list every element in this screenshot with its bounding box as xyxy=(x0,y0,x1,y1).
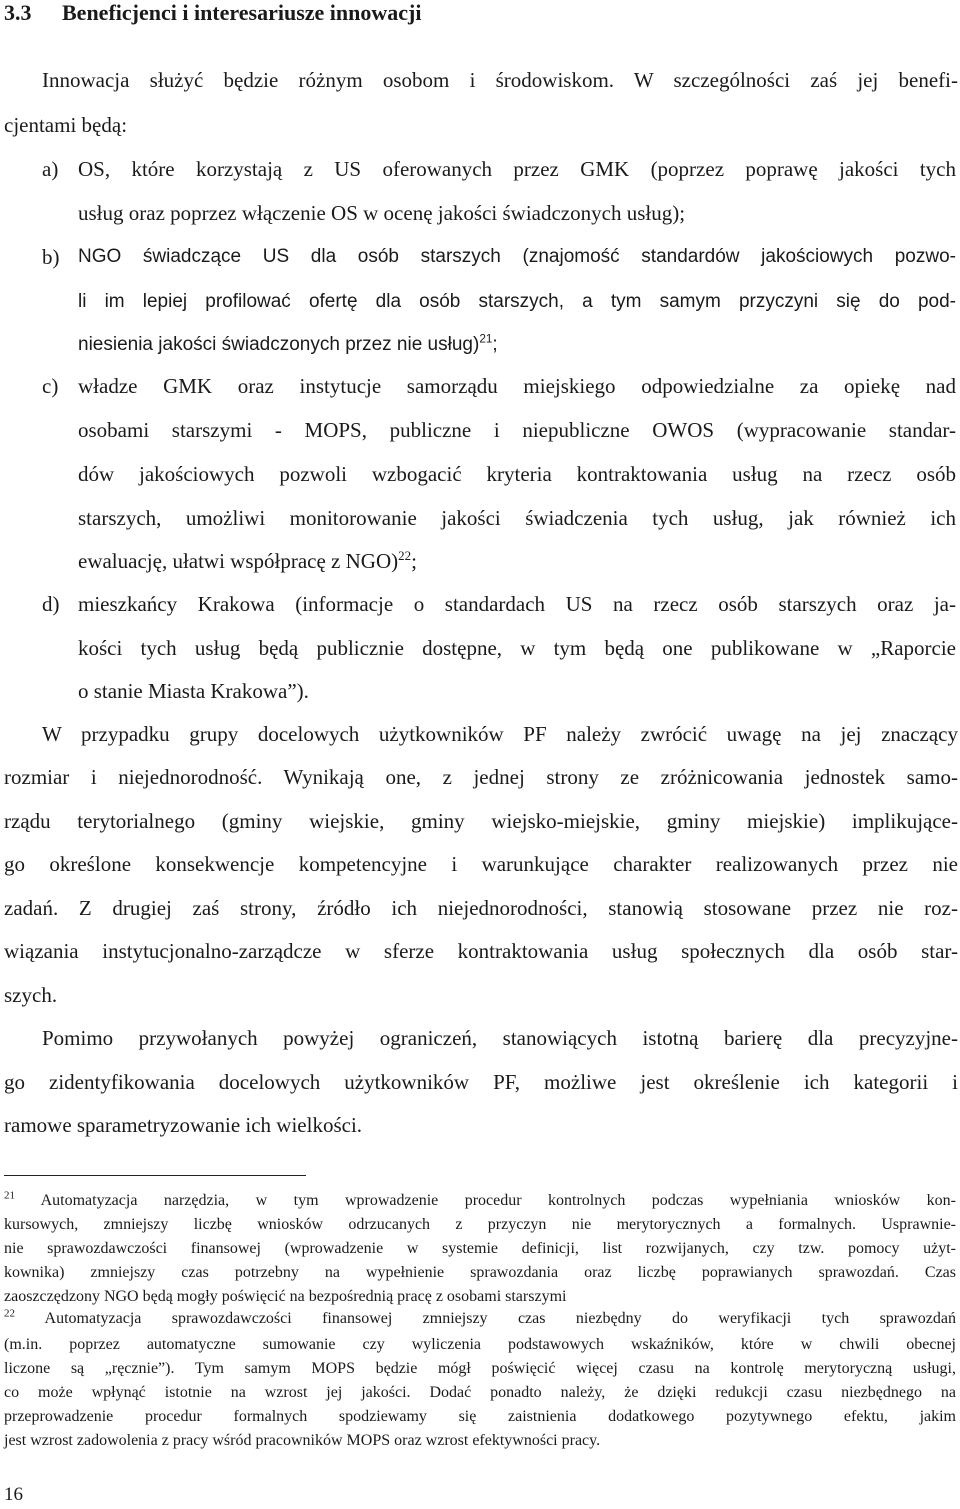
list-item-c-line: starszych, umożliwi monitorowanie jakości świadczenia tych usług, jak również ich xyxy=(78,506,956,530)
page-number: 16 xyxy=(4,1484,23,1505)
footnote-22-line: przeprowadzenie procedur formalnych spodziewamy się zaistnienia dodatkowego pozytywnego efektu, jakim xyxy=(4,1408,956,1425)
footnote-22-number: 22 xyxy=(4,1307,15,1320)
list-item-d-line: d) mieszkańcy Krakowa (informacje o standardach US na rzecz osób starszych oraz ja- xyxy=(42,592,956,616)
list-item-c-line: osobami starszymi - MOPS, publiczne i niepubliczne OWOS (wypracowanie standar- xyxy=(78,418,956,442)
paragraph-line: go określone konsekwencje kompetencyjne i warunkujące charakter realizowanych przez nie xyxy=(4,852,958,876)
footnote-ref-22[interactable]: 22 xyxy=(398,548,412,563)
paragraph-line: szych. xyxy=(4,983,58,1007)
paragraph-line: cjentami będą: xyxy=(4,113,128,137)
paragraph-line: rządu terytorialnego (gminy wiejskie, gminy wiejsko-miejskie, gminy miejskie) implikujące- xyxy=(4,809,958,833)
paragraph-line: ramowe sparametryzowanie ich wielkości. xyxy=(4,1113,363,1137)
paragraph-line: W przypadku grupy docelowych użytkowników PF należy zwrócić uwagę na jej znaczący xyxy=(42,722,958,746)
list-item-b-line: li im lepiej profilować ofertę dla osób starszych, a tym samym przyczyni się do pod- xyxy=(78,291,956,312)
list-marker-a: a) xyxy=(42,157,59,181)
list-item-c-line: ewaluację, ułatwi współpracę z NGO)$^{22}$; xyxy=(78,548,417,573)
list-item-c-line: dów jakościowych pozwoli wzbogacić kryteria kontraktowania usług na rzecz osób xyxy=(78,462,956,486)
paragraph-line: wiązania instytucjonalno-zarządcze w sferze kontraktowania usług społecznych dla osób star- xyxy=(4,939,958,963)
footnote-21-line: kownika) zmniejszy czas potrzebny na wypełnienie sprawozdania oraz liczbę poprawianych sprawozdań. Czas xyxy=(4,1264,956,1281)
paragraph-line: go zidentyfikowania docelowych użytkowników PF, możliwe jest określenie ich kategorii i xyxy=(4,1070,958,1094)
paragraph-line: Innowacja służyć będzie różnym osobom i środowiskom. W szczególności zaś jej benefi- xyxy=(42,68,958,92)
footnote-21-line: kursowych, zmniejszy liczbę wniosków odrzucanych z przyczyn nie merytorycznych a formalnych. Usprawnie- xyxy=(4,1216,956,1233)
list-item-c-line: c) władze GMK oraz instytucje samorządu miejskiego odpowiedzialne za opiekę nad xyxy=(42,374,956,398)
footnote-22-line: (m.in. poprzez automatyczne sumowanie czy wyliczenia podstawowych wskaźników, które w chwili obecnej xyxy=(4,1336,956,1353)
footnote-21-line: $^{21}$ Automatyzacja narzędzia, w tym wprowadzenie procedur kontrolnych podczas wypełniania wniosków kon- xyxy=(4,1189,956,1209)
list-marker-d: d) xyxy=(42,592,60,616)
list-item-d-line: o stanie Miasta Krakowa”). xyxy=(78,679,309,703)
footnote-21-number: 21 xyxy=(4,1189,15,1202)
footnote-22-line: co może wpłynąć istotnie na wzrost jej jakości. Dodać ponadto należy, że dzięki redukcji czasu niezbędnego na xyxy=(4,1384,956,1401)
footnote-separator xyxy=(4,1175,306,1176)
list-marker-c: c) xyxy=(42,374,59,398)
list-marker-b: b) xyxy=(42,245,60,269)
footnote-21-line: nie sprawozdawczości finansowej (wprowadzenie w systemie definicji, list rozwijanych, czy tzw. pomocy użyt- xyxy=(4,1240,956,1257)
footnote-22-line: $^{22}$ Automatyzacja sprawozdawczości finansowej zmniejszy czas niezbędny do weryfikacji tych sprawozdań xyxy=(4,1307,956,1327)
section-number: 3.3 xyxy=(4,0,32,25)
paragraph-line: rozmiar i niejednorodność. Wynikają one, z jednej strony ze zróżnicowania jednostek samo- xyxy=(4,765,958,789)
list-item-d-line: kości tych usług będą publicznie dostępne, w tym będą one publikowane w „Raporcie xyxy=(78,636,956,660)
footnote-ref-21[interactable]: 21 xyxy=(479,332,493,346)
list-item-a-line: usług oraz poprzez włączenie OS w ocenę jakości świadczonych usług); xyxy=(78,201,686,225)
footnote-22-line: liczone są „ręcznie”). Tym samym MOPS będzie mógł poświęcić więcej czasu na kontrolę merytoryczną usługi, xyxy=(4,1360,956,1377)
footnote-22-line: jest wzrost zadowolenia z pracy wśród pracowników MOPS oraz wzrost efektywności pracy. xyxy=(4,1432,601,1449)
list-item-b-line: b) NGO świadczące US dla osób starszych (znajomość standardów jakościowych pozwo- xyxy=(42,245,956,269)
paragraph-line: Pomimo przywołanych powyżej ograniczeń, stanowiących istotną barierę dla precyzyjne- xyxy=(42,1026,958,1050)
list-item-b-line: niesienia jakości świadczonych przez nie usług)$^{21}$; xyxy=(78,332,498,355)
paragraph-line: zadań. Z drugiej zaś strony, źródło ich niejednorodności, stanowią stosowane przez nie roz- xyxy=(4,896,958,920)
section-title: Beneficjenci i interesariusze innowacji xyxy=(62,0,422,25)
section-heading xyxy=(4,0,421,26)
list-item-a-line: a) OS, które korzystają z US oferowanych przez GMK (poprzez poprawę jakości tych xyxy=(42,157,956,181)
footnote-21-line: zaoszczędzony NGO będą mogły poświęcić na bezpośrednią pracę z osobami starszymi xyxy=(4,1288,567,1305)
